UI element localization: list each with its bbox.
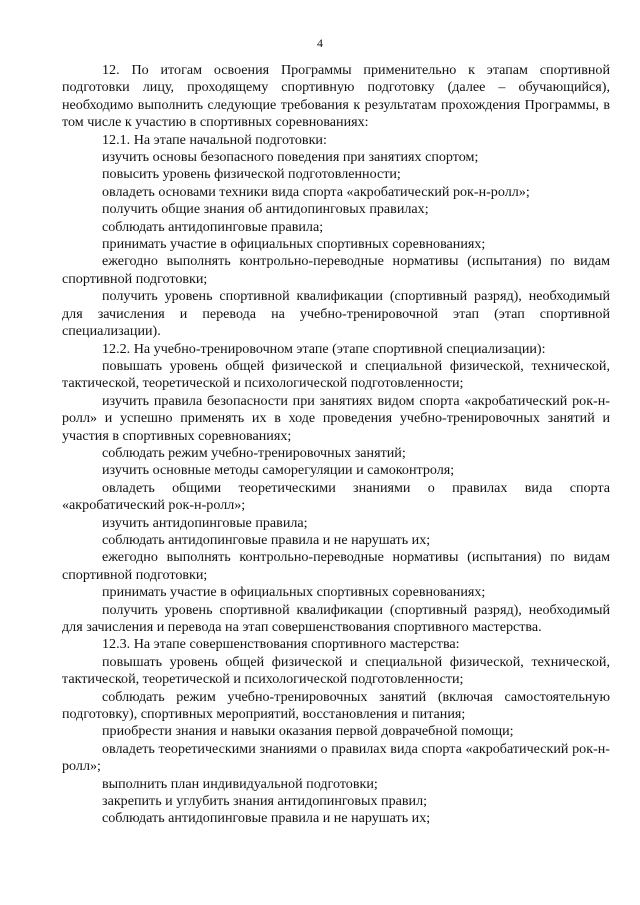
list-item: ежегодно выполнять контрольно-переводные нормативы (испытания) по видам спортивной подготовки;	[62, 549, 610, 583]
list-item: соблюдать режим учебно-тренировочных занятий;	[102, 444, 406, 461]
list-item: овладеть общими теоретическими знаниями о правилах вида спорта «акробатический рок-н-ролл»;	[62, 479, 610, 514]
list-item: соблюдать антидопинговые правила и не нарушать их;	[102, 810, 431, 827]
list-item: повышать уровень общей физической и специальной физической, технической, тактической, теоретической и психологической подготовленности;	[62, 357, 610, 392]
section-heading-12-3: 12.3. На этапе совершенствования спортивного мастерства:	[102, 636, 460, 653]
list-item: принимать участие в официальных спортивных соревнованиях;	[102, 236, 486, 253]
list-item: ежегодно выполнять контрольно-переводные нормативы (испытания) по видам спортивной подготовки;	[62, 253, 610, 287]
list-item: соблюдать антидопинговые правила и не нарушать их;	[102, 531, 431, 548]
list-item: изучить основные методы саморегуляции и самоконтроля;	[102, 462, 455, 479]
section-heading-12-1: 12.1. На этапе начальной подготовки:	[102, 131, 327, 148]
list-item: получить общие знания об антидопинговых правилах;	[102, 201, 429, 218]
list-item: выполнить план индивидуальной подготовки;	[102, 775, 378, 792]
list-item: приобрести знания и навыки оказания первой доврачебной помощи;	[102, 723, 514, 740]
list-item: повысить уровень физической подготовленности;	[102, 166, 401, 183]
page-number: 4	[317, 36, 323, 50]
list-item: соблюдать режим учебно-тренировочных занятий (включая самостоятельную подготовку), спортивных мероприятий, восстановления и питания;	[62, 688, 610, 723]
list-item: изучить основы безопасного поведения при занятиях спортом;	[102, 149, 479, 166]
list-item: получить уровень спортивной квалификации (спортивный разряд), необходимый для зачисления и перевода на этап совершенствования спортивного мастерства.	[62, 601, 610, 635]
list-item: повышать уровень общей физической и специальной физической, технической, тактической, теоретической и психологической подготовленности;	[62, 653, 610, 688]
list-item: получить уровень спортивной квалификации (спортивный разряд), необходимый для зачисления и перевода на учебно-тренировочной этап (этап спортивной специализации).	[62, 288, 610, 340]
section-heading-12-2: 12.2. На учебно-тренировочном этапе (этапе спортивной специализации):	[102, 340, 546, 357]
list-item: овладеть основами техники вида спорта «акробатический рок-н-ролл»;	[102, 183, 530, 200]
list-item: принимать участие в официальных спортивных соревнованиях;	[102, 584, 486, 601]
list-item: соблюдать антидопинговые правила;	[102, 218, 324, 235]
paragraph-intro: 12. По итогам освоения Программы применительно к этапам спортивной подготовки лицу, проходящему спортивную подготовку (далее – обучающийся), необходимо выполнить следующие требования к результатам прохождения Программы, в том числе к участию в спортивных соревнованиях:	[62, 62, 610, 131]
document-body	[62, 62, 610, 828]
list-item: овладеть теоретическими знаниями о правилах вида спорта «акробатический рок-н-ролл»;	[62, 740, 610, 775]
list-item: закрепить и углубить знания антидопинговых правил;	[102, 793, 428, 810]
list-item: изучить правила безопасности при занятиях видом спорта «акробатический рок-н-ролл» и успешно применять их в ходе проведения учебно-тренировочных занятий и участия в спортивных соревнованиях;	[62, 392, 610, 444]
list-item: изучить антидопинговые правила;	[102, 514, 308, 531]
